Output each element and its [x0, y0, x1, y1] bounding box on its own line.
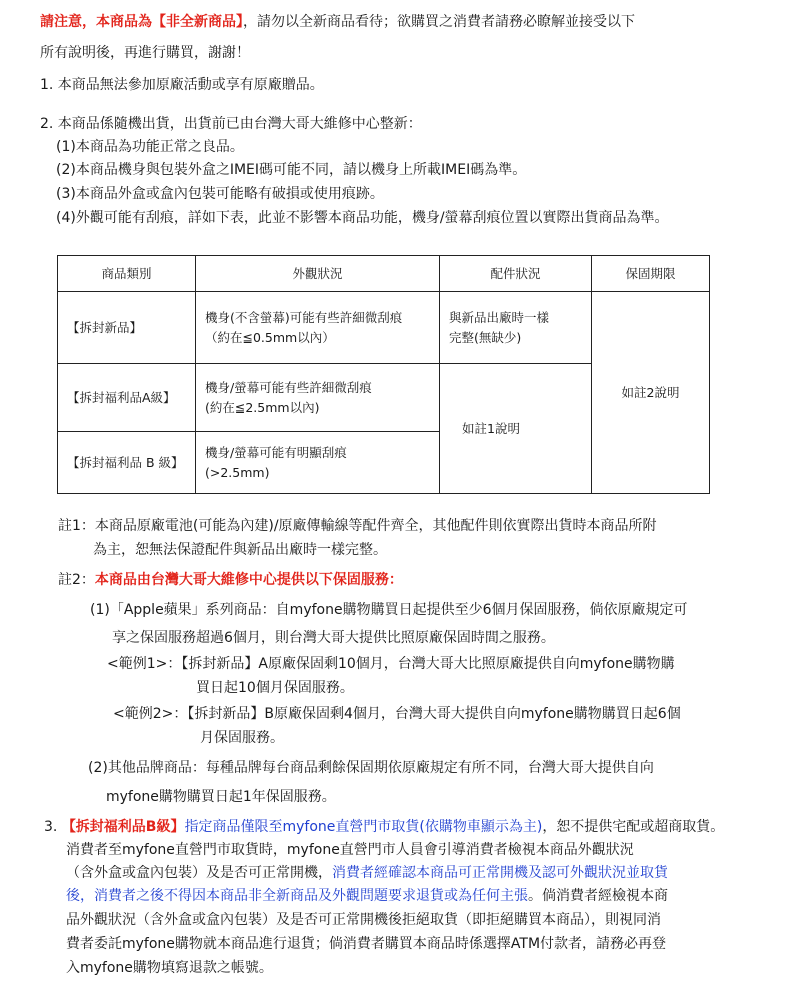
item-1: 1. 本商品無法參加原廠活動或享有原廠贈品。 [40, 77, 324, 93]
item-3-number: 3. [44, 819, 58, 835]
item-2-sub-2: (2)本商品機身與包裝外盒之IMEI碼可能不同，請以機身上所載IMEI碼為準。 [56, 162, 527, 178]
notice-warning: 請注意，本商品為【非全新商品】 [40, 14, 243, 30]
row-category: 【拆封福利品 B 級】 [58, 432, 196, 494]
appearance-line: (約在≦2.5mm以內) [205, 399, 320, 415]
header-category: 商品類別 [58, 256, 196, 292]
item-3-line-2: 消費者至myfone直營門市取貨時，myfone直營門市人員會引導消費者檢視本商品外觀狀況 [66, 842, 634, 858]
header-appearance: 外觀狀況 [196, 256, 440, 292]
item-3-pickup-rule: 指定商品僅限至myfone直營門市取貨(依購物車顯示為主) [184, 819, 543, 835]
table-row [58, 292, 710, 364]
item-3-line-4-text: 。倘消費者經檢視本商 [528, 888, 668, 904]
warranty-merged-cell: 如註2說明 [592, 292, 710, 494]
header-warranty: 保固期限 [592, 256, 710, 292]
item-3-line-4 [66, 886, 668, 906]
accessory-line: 與新品出廠時一樣 [449, 309, 550, 325]
accessory-merged-cell: 如註1說明 [440, 364, 592, 494]
example-2-line-1: <範例2>：【拆封新品】B原廠保固剩4個月，台灣大哥大提供自向myfone購物購買日起6個 [113, 706, 681, 722]
item-2-sub-1: (1)本商品為功能正常之良品。 [56, 139, 244, 155]
item-3-line-3 [66, 863, 668, 883]
item-2: 2. 本商品係隨機出貨，出貨前已由台灣大哥大維修中心整新： [40, 116, 422, 132]
note-1-line-2: 為主，恕無法保證配件與新品出廠時一樣完整。 [93, 542, 387, 558]
example-1-line-1: <範例1>：【拆封新品】A原廠保固剩10個月，台灣大哥大比照原廠提供自向myfone購物購 [107, 656, 675, 672]
row-accessory [440, 292, 592, 364]
row-category: 【拆封福利品A級】 [58, 364, 196, 432]
row-appearance [196, 364, 440, 432]
row-appearance [196, 432, 440, 494]
item-3-line-3-highlight: 消費者經確認本商品可正常開機及認可外觀狀況並取貨 [332, 865, 668, 881]
item-2-sub-4: (4)外觀可能有刮痕，詳如下表，此並不影響本商品功能，機身/螢幕刮痕位置以實際出貨商品為準。 [56, 210, 669, 226]
note-2-heading [58, 570, 403, 590]
note-2-title: 本商品由台灣大哥大維修中心提供以下保固服務： [94, 572, 403, 588]
appearance-line: 機身(不含螢幕)可能有些許細微刮痕 [205, 309, 403, 325]
item-3-grade: 【拆封福利品B級】 [61, 819, 185, 835]
note-1-line-1: 註1：本商品原廠電池(可能為內建)/原廠傳輸線等配件齊全，其他配件則依實際出貨時本商品所附 [58, 518, 657, 534]
appearance-line: 機身/螢幕可能有些許細微刮痕 [205, 379, 372, 395]
condition-table [57, 255, 710, 494]
note-2-label: 註2： [58, 572, 95, 588]
item-3-line-4-highlight: 後，消費者之後不得因本商品非全新商品及外觀問題要求退貨或為任何主張 [66, 888, 528, 904]
item-3-line-6: 費者委託myfone購物就本商品進行退貨；倘消費者購買本商品時係選擇ATM付款者，請務必再登 [66, 936, 667, 952]
note-2-p2-line-2: myfone購物購買日起1年保固服務。 [106, 789, 336, 805]
item-3-line-1 [44, 817, 724, 837]
appearance-line: (>2.5mm) [205, 464, 270, 480]
item-3-line-5: 品外觀狀況（含外盒或盒內包裝）及是否可正常開機後拒絕取貨（即拒絕購買本商品），則視同消 [66, 912, 661, 928]
note-2-p2-line-1: (2)其他品牌商品：每種品牌每台商品剩餘保固期依原廠規定有所不同，台灣大哥大提供自向 [88, 760, 654, 776]
note-2-p1-line-1: (1)「Apple蘋果」系列商品：自myfone購物購買日起提供至少6個月保固服務，倘依原廠規定可 [90, 602, 688, 618]
accessory-line: 完整(無缺少) [449, 329, 522, 345]
appearance-line: 機身/螢幕可能有明顯刮痕 [205, 444, 347, 460]
header-accessory: 配件狀況 [440, 256, 592, 292]
item-3-line-7: 入myfone購物填寫退款之帳號。 [66, 960, 273, 976]
example-1-line-2: 買日起10個月保固服務。 [196, 680, 354, 696]
appearance-line: （約在≦0.5mm以內） [205, 329, 335, 345]
table-header-row [58, 256, 710, 292]
row-category: 【拆封新品】 [58, 292, 196, 364]
notice-text: ，請勿以全新商品看待；欲購買之消費者請務必瞭解並接受以下 [243, 14, 635, 30]
item-2-sub-3: (3)本商品外盒或盒內包裝可能略有破損或使用痕跡。 [56, 186, 384, 202]
notice-line-2: 所有說明後，再進行購買，謝謝！ [40, 45, 250, 61]
example-2-line-2: 月保固服務。 [200, 730, 284, 746]
item-3-no-delivery: ，恕不提供宅配或超商取貨。 [542, 819, 725, 835]
notice-line-1 [40, 12, 635, 32]
note-2-p1-line-2: 享之保固服務超過6個月，則台灣大哥大提供比照原廠保固時間之服務。 [112, 630, 555, 646]
row-appearance [196, 292, 440, 364]
item-3-line-3-text: （含外盒或盒內包裝）及是否可正常開機， [66, 865, 332, 881]
